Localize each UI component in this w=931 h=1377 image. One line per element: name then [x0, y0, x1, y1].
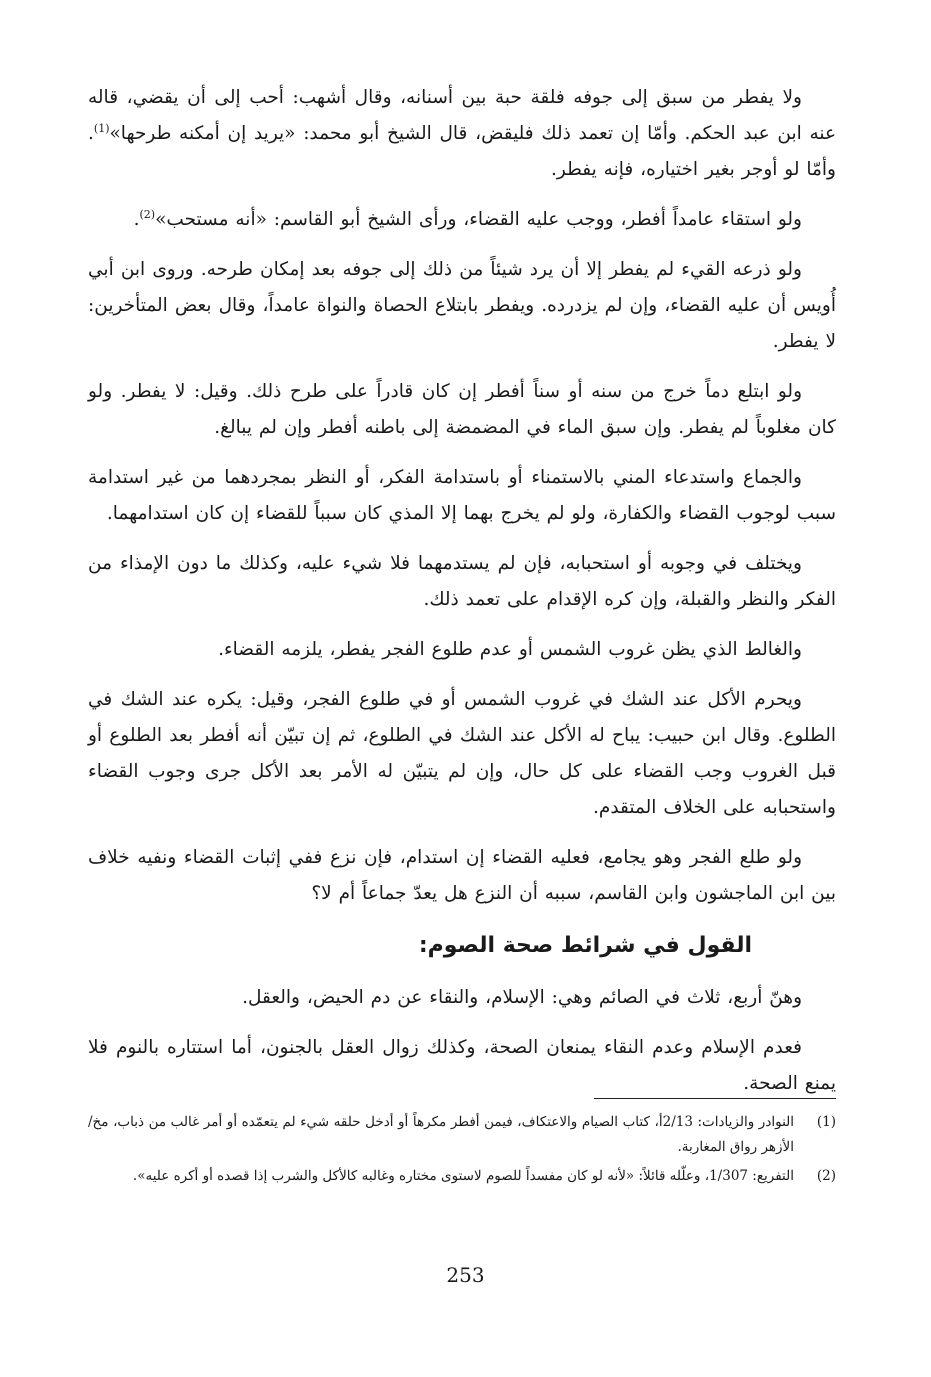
footnote-number: (2)	[816, 1168, 836, 1184]
paragraph-text: ولا يفطر من سبق إلى جوفه فلقة حبة بين أسنانه، وقال أشهب: أحب إلى أن يقضي، قاله عنه ابن عبد الحكم. وأمّا إن تعمد ذلك فليقض، قال الشيخ أبو محمد: «يريد إن أمكنه طرحها»	[88, 87, 836, 144]
paragraph: ولو ذرعه القيء لم يفطر إلا أن يرد شيئاً من ذلك إلى جوفه بعد إمكان طرحه. وروى ابن أبي أُويس أن عليه القضاء، وإن لم يزدرده. ويفطر بابتلاع الحصاة والنواة عامداً، وقال بعض المتأخرين: لا يفطر.	[88, 259, 836, 352]
paragraph	[88, 202, 836, 238]
paragraph: والغالط الذي يظن غروب الشمس أو عدم طلوع الفجر يفطر، يلزمه القضاء.	[218, 639, 802, 660]
footnote	[88, 1110, 836, 1160]
footnote-divider	[594, 1098, 836, 1099]
footnote-ref: (2)	[139, 207, 156, 221]
paragraph: ولو ابتلع دماً خرج من سنه أو سناً أفطر إن كان قادراً على طرح ذلك. وقيل: لا يفطر. ولو كان مغلوباً لم يفطر. وإن سبق الماء في المضمضة إلى باطنه أفطر وإن لم يبالغ.	[88, 381, 836, 438]
page-number: 253	[446, 1263, 485, 1287]
paragraph-tail: . وأمّا لو أوجر بغير اختياره، فإنه يفطر.	[88, 123, 836, 180]
paragraph: وهنّ أربع، ثلاث في الصائم وهي: الإسلام، والنقاء عن دم الحيض، والعقل.	[242, 987, 802, 1008]
paragraph: ويحرم الأكل عند الشك في غروب الشمس أو في طلوع الفجر، وقيل: يكره عند الشك في الطلوع. وقال ابن حبيب: يباح له الأكل عند الشك في الطلوع، ثم إن تبيّن أنه أفطر بعد الطلوع أو قبل الغروب وجب القضاء على كل حال، وإن لم يتبيّن له الأمر بعد الأكل جرى وجوب القضاء واستحبابه على الخلاف المتقدم.	[88, 689, 836, 818]
footnote-text: التفريع: 1/307، وعلّله قائلاً: «لأنه لو كان مفسداً للصوم لاستوى مختاره وغالبه كالأكل والشرب إذا قصده أو أكره عليه».	[132, 1168, 794, 1184]
paragraph	[88, 80, 836, 188]
paragraph-tail: .	[133, 209, 140, 230]
paragraph: والجماع واستدعاء المني بالاستمناء أو باستدامة الفكر، أو النظر بمجردهما من غير استدامة سبب لوجوب القضاء والكفارة، ولو لم يخرج بهما إلا المذي كان سبباً للقضاء إن كان استدامهما.	[88, 467, 836, 524]
paragraph: ولو طلع الفجر وهو يجامع، فعليه القضاء إن استدام، فإن نزع ففي إثبات القضاء ونفيه خلاف بين ابن الماجشون وابن القاسم، سببه أن النزع هل يعدّ جماعاً أم لا؟	[88, 847, 836, 904]
footnote-ref: (1)	[93, 121, 110, 135]
section-heading: القول في شرائط صحة الصوم:	[418, 933, 752, 958]
footnote	[88, 1164, 836, 1189]
footnotes	[88, 1110, 836, 1193]
footnote-number: (1)	[816, 1114, 836, 1130]
paragraph: ويختلف في وجوبه أو استحبابه، فإن لم يستدمهما فلا شيء عليه، وكذلك ما دون الإمذاء من الفكر والنظر والقبلة، وإن كره الإقدام على تعمد ذلك.	[88, 553, 836, 610]
footnote-text: النوادر والزيادات: 2/13أ، كتاب الصيام والاعتكاف، فيمن أفطر مكرهاً أو أدخل حلقه شيء لم يتعمّده أو أمر غالب من ذباب، مخ/الأزهر رواق المغاربة.	[88, 1114, 795, 1155]
paragraph: فعدم الإسلام وعدم النقاء يمنعان الصحة، وكذلك زوال العقل بالجنون، أما استتاره بالنوم فلا يمنع الصحة.	[88, 1037, 836, 1094]
paragraph-text: ولو استقاء عامداً أفطر، ووجب عليه القضاء، ورأى الشيخ أبو القاسم: «أنه مستحب»	[155, 209, 802, 230]
main-text	[88, 80, 836, 1116]
